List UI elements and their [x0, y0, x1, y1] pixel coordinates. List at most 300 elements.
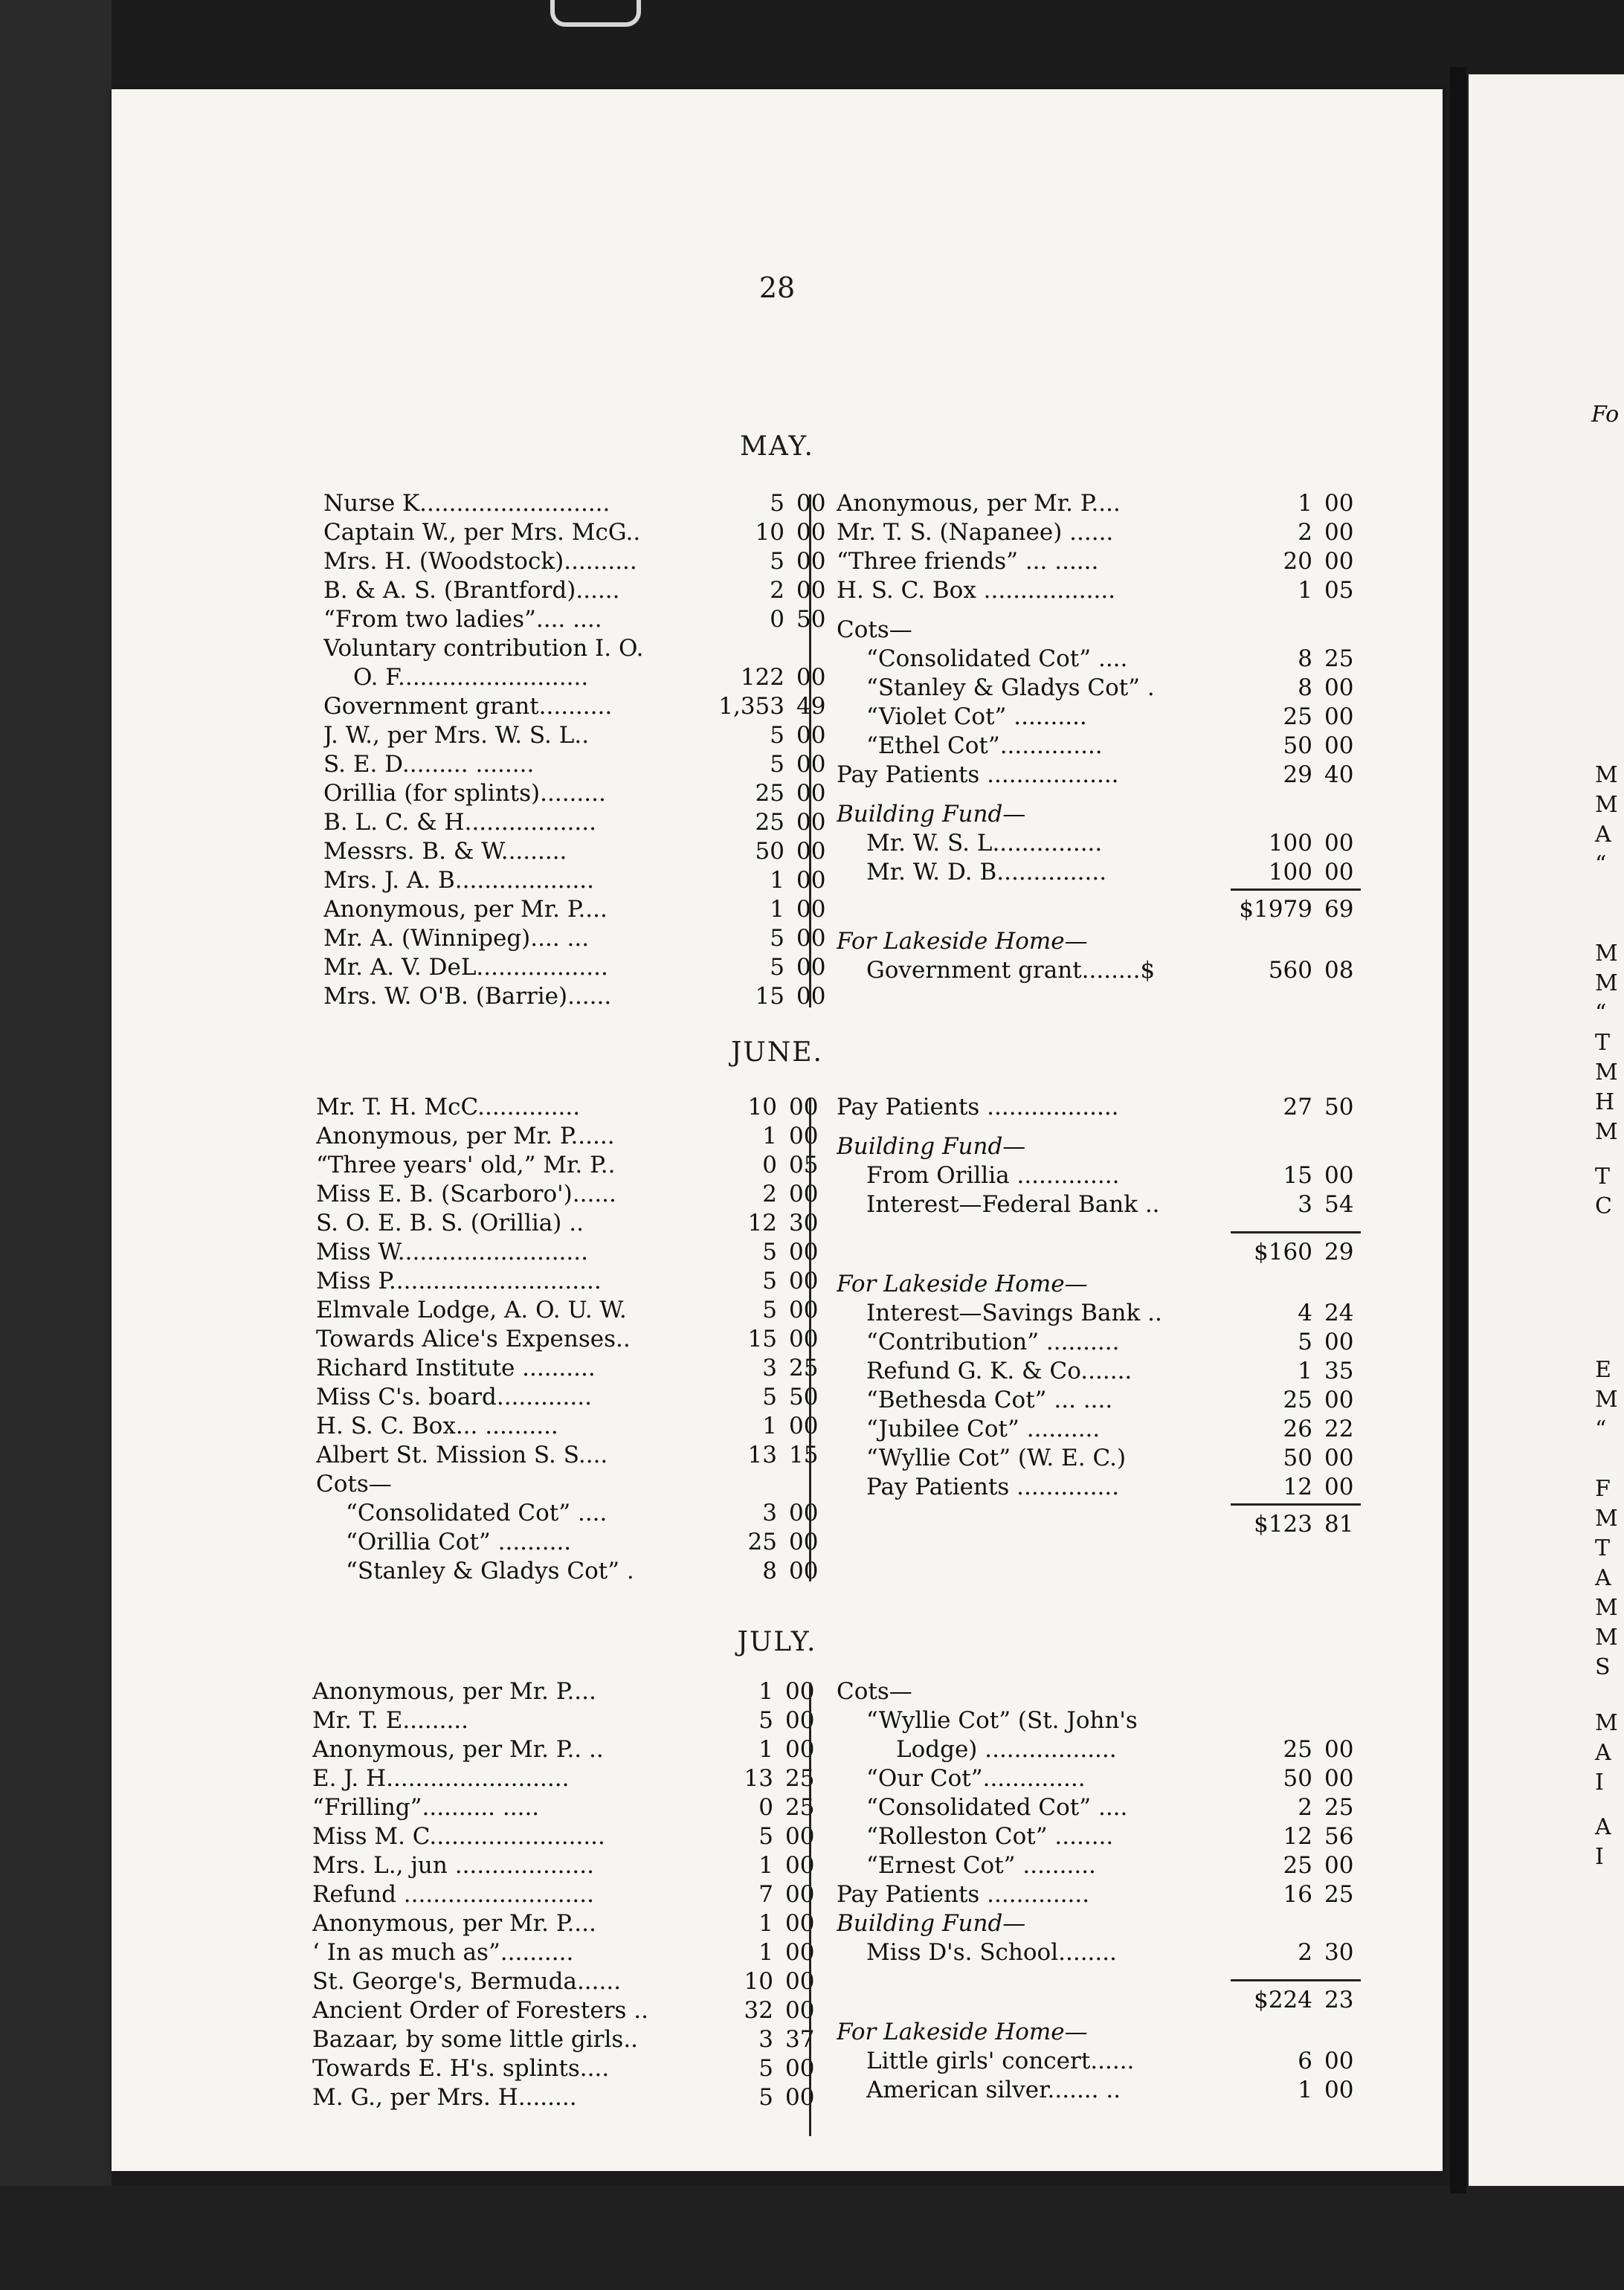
rule-line: [1231, 1503, 1361, 1506]
ledger-row: [312, 2083, 907, 2112]
entry-label: Towards E. H's. splints....: [312, 2055, 610, 2082]
entry-label: “Consolidated Cot” ....: [866, 1794, 1128, 1821]
amount-dollars: 5: [758, 1823, 773, 1850]
total-dollars: $1979: [1239, 896, 1312, 923]
section-title-june: JUNE.: [731, 1037, 823, 1068]
amount-cents: 00: [796, 896, 826, 923]
entry-label: Lodge) ..................: [896, 1736, 1117, 1763]
ledger-row: [312, 1938, 907, 1967]
fragment-letter: T: [1595, 1164, 1611, 1190]
entry-label: American silver....... ..: [866, 2077, 1121, 2103]
spacer: [837, 1122, 1424, 1132]
ledger-row: [312, 1967, 907, 1996]
amount-dollars: 50: [755, 838, 784, 865]
column-divider: [809, 1683, 811, 2136]
ledger-row: [837, 1190, 1424, 1219]
total-row: [837, 1982, 1424, 2018]
amount-cents: 22: [1324, 1416, 1354, 1442]
amount-dollars: 1: [758, 1736, 773, 1763]
entry-label: Pay Patients ..............: [837, 1881, 1090, 1908]
amount-cents: 00: [785, 1736, 815, 1763]
entry-label: Mrs. J. A. B...................: [323, 867, 595, 894]
entry-label: M. G., per Mrs. H........: [312, 2084, 577, 2111]
entry-label: E. J. H.........................: [312, 1765, 570, 1792]
amount-cents: 00: [789, 1181, 819, 1207]
ledger-row: [837, 703, 1424, 732]
amount-cents: 00: [789, 1529, 819, 1555]
entry-label: Towards Alice's Expenses..: [316, 1326, 631, 1352]
total-dollars: $224: [1254, 1987, 1312, 2013]
amount-cents: 25: [789, 1355, 819, 1381]
ledger-row: [837, 1793, 1424, 1822]
amount-cents: 00: [1324, 1852, 1354, 1879]
ledger-row: [837, 1328, 1424, 1357]
entry-label: Miss E. B. (Scarboro')......: [316, 1181, 616, 1207]
entry-label: Mr. W. D. B...............: [866, 859, 1107, 886]
scan-background-bottom: [0, 2186, 1624, 2290]
section-title-july: JULY.: [737, 1627, 817, 1657]
amount-cents: 00: [796, 954, 826, 981]
ledger-row: [316, 1209, 911, 1238]
entry-label: ‘ In as much as”..........: [312, 1939, 574, 1966]
amount-dollars: 8: [1298, 674, 1312, 701]
section-header: Building Fund—: [837, 801, 1026, 828]
amount-dollars: 32: [744, 1997, 773, 2024]
entry-label: “Consolidated Cot” ....: [866, 645, 1128, 672]
ledger-row: [312, 1822, 907, 1851]
ledger-row: [323, 895, 918, 924]
ledger-row: [837, 576, 1424, 605]
amount-cents: 00: [1324, 2048, 1354, 2074]
entry-label: Miss W..........................: [316, 1239, 588, 1265]
ledger-row: [316, 1238, 911, 1267]
amount-dollars: 0: [762, 1152, 777, 1178]
amount-cents: 00: [1324, 1474, 1354, 1500]
entry-label: J. W., per Mrs. W. S. L..: [323, 722, 590, 749]
amount-cents: 00: [1324, 548, 1354, 575]
ledger-row: [837, 829, 1424, 858]
ledger-row: [312, 1909, 907, 1938]
ledger-row: [323, 924, 918, 953]
column-divider: [809, 1098, 811, 1581]
entry-label: “Three friends” ... ......: [837, 548, 1099, 575]
total-row: [837, 1234, 1424, 1270]
entry-label: Pay Patients ..................: [837, 761, 1119, 788]
entry-label: Miss P.............................: [316, 1268, 602, 1294]
amount-cents: 25: [1324, 645, 1354, 672]
section-title-may: MAY.: [740, 431, 814, 462]
ledger-row: [837, 956, 1424, 985]
total-row: [837, 891, 1424, 927]
amount-cents: 00: [796, 838, 826, 865]
amount-dollars: 5: [770, 722, 784, 749]
ledger-row: [323, 692, 918, 721]
amount-cents: 00: [1324, 1736, 1354, 1763]
amount-dollars: 2: [762, 1181, 777, 1207]
entry-label: Miss M. C........................: [312, 1823, 605, 1850]
amount-dollars: 16: [1283, 1881, 1312, 1908]
ledger-row: [312, 2054, 907, 2083]
ledger-row: [837, 1444, 1424, 1473]
section-header-row: [837, 1909, 1424, 1938]
amount-cents: 00: [1324, 519, 1354, 546]
amount-dollars: 5: [762, 1384, 777, 1410]
amount-cents: 23: [1324, 1987, 1354, 2013]
amount-cents: 00: [1324, 703, 1354, 730]
fragment-letter: “: [1595, 1416, 1607, 1442]
ledger-row: [323, 721, 918, 750]
fragment-letter: S: [1595, 1654, 1611, 1680]
amount-cents: 00: [796, 577, 826, 604]
page-number: 28: [758, 271, 796, 304]
amount-dollars: 25: [1283, 1387, 1312, 1413]
ledger-row: [312, 1677, 907, 1706]
ledger-row: [312, 2025, 907, 2054]
entry-label: “Violet Cot” ..........: [866, 703, 1087, 730]
entry-label: “Ethel Cot”..............: [866, 732, 1103, 759]
ledger-row: [837, 1357, 1424, 1386]
amount-cents: 00: [796, 490, 826, 517]
entry-label: Mrs. H. (Woodstock)..........: [323, 548, 637, 575]
entry-label: “From two ladies”.... ....: [323, 606, 602, 633]
amount-cents: 00: [785, 1852, 815, 1879]
column-divider: [809, 494, 811, 1007]
amount-cents: 00: [796, 925, 826, 952]
amount-dollars: 8: [762, 1558, 777, 1584]
amount-cents: 00: [785, 1939, 815, 1966]
ledger-row: [312, 1764, 907, 1793]
amount-dollars: 5: [770, 925, 784, 952]
amount-cents: 50: [789, 1384, 819, 1410]
fragment-letter: M: [1595, 1119, 1618, 1145]
fragment-letter: I: [1595, 1770, 1604, 1796]
fragment-letter: F: [1595, 1476, 1611, 1502]
may-left-column: [323, 489, 918, 1011]
total-dollars: $123: [1254, 1511, 1312, 1538]
amount-dollars: 5: [758, 2084, 773, 2111]
amount-dollars: 3: [762, 1500, 777, 1526]
amount-dollars: 5: [1298, 1329, 1312, 1355]
fragment-letter: I: [1595, 1844, 1604, 1870]
amount-dollars: 50: [1283, 1765, 1312, 1792]
entry-label: Miss D's. School........: [866, 1939, 1117, 1966]
entry-label: S. O. E. B. S. (Orillia) ..: [316, 1210, 584, 1236]
amount-cents: 00: [796, 722, 826, 749]
entry-label: Mr. A. (Winnipeg).... ...: [323, 925, 590, 952]
scan-background-left: [0, 0, 112, 2290]
section-header-row: [837, 1270, 1424, 1299]
amount-cents: 24: [1324, 1300, 1354, 1326]
ledger-row: [837, 547, 1424, 576]
amount-dollars: 13: [744, 1765, 773, 1792]
amount-cents: 56: [1324, 1823, 1354, 1850]
rule-line: [1231, 1231, 1361, 1233]
amount-cents: 00: [796, 548, 826, 575]
ledger-row: [837, 2076, 1424, 2105]
amount-dollars: 6: [1298, 2048, 1312, 2074]
amount-dollars: 25: [747, 1529, 777, 1555]
amount-cents: 00: [789, 1326, 819, 1352]
amount-dollars: 1: [762, 1123, 777, 1149]
amount-cents: 00: [789, 1123, 819, 1149]
entry-label: “Ernest Cot” ..........: [866, 1852, 1096, 1879]
amount-cents: 35: [1324, 1358, 1354, 1384]
spacer: [837, 1967, 1424, 1978]
amount-cents: 00: [796, 809, 826, 836]
fragment-letter: Fo: [1591, 401, 1620, 428]
amount-cents: 00: [796, 780, 826, 807]
amount-dollars: 25: [1283, 1852, 1312, 1879]
amount-dollars: 1: [1298, 490, 1312, 517]
amount-dollars: 25: [755, 809, 784, 836]
fragment-letter: C: [1595, 1193, 1612, 1219]
amount-cents: 00: [789, 1500, 819, 1526]
amount-dollars: 5: [770, 954, 784, 981]
amount-dollars: 1: [770, 896, 784, 923]
fragment-letter: M: [1595, 1059, 1618, 1086]
amount-dollars: 5: [770, 490, 784, 517]
july-left-column: [312, 1677, 907, 2112]
entry-label: Government grant..........: [323, 693, 613, 720]
amount-cents: 00: [785, 1881, 815, 1908]
amount-dollars: 29: [1283, 761, 1312, 788]
amount-cents: 00: [1324, 1162, 1354, 1189]
ledger-row: [312, 1793, 907, 1822]
amount-cents: 30: [789, 1210, 819, 1236]
amount-dollars: 12: [1283, 1823, 1312, 1850]
amount-dollars: 1: [1298, 577, 1312, 604]
entry-label: Captain W., per Mrs. McG..: [323, 519, 641, 546]
amount-cents: 00: [785, 1707, 815, 1734]
entry-label: Anonymous, per Mr. P.. ..: [312, 1736, 604, 1763]
ledger-row: [323, 750, 918, 779]
ledger-row: [837, 1415, 1424, 1444]
entry-label: Little girls' concert......: [866, 2048, 1135, 2074]
entry-label: B. L. C. & H..................: [323, 809, 596, 836]
amount-dollars: 2: [1298, 1939, 1312, 1966]
entry-label: “Contribution” ..........: [866, 1329, 1120, 1355]
entry-label: Refund ..........................: [312, 1881, 594, 1908]
entry-label: Mr. A. V. DeL..................: [323, 954, 608, 981]
section-header-row: [837, 2018, 1424, 2047]
amount-dollars: 2: [1298, 1794, 1312, 1821]
ledger-row: [837, 2047, 1424, 2076]
entry-label: Anonymous, per Mr. P....: [312, 1910, 596, 1937]
amount-cents: 00: [1324, 490, 1354, 517]
ledger-row: [323, 663, 918, 692]
rule-line: [1231, 1979, 1361, 1981]
amount-cents: 00: [1324, 830, 1354, 857]
amount-dollars: 7: [758, 1881, 773, 1908]
amount-cents: 00: [785, 1678, 815, 1705]
ledger-row: [312, 1735, 907, 1764]
amount-cents: 81: [1324, 1511, 1354, 1538]
amount-dollars: 5: [762, 1239, 777, 1265]
amount-dollars: 1,353: [718, 693, 784, 720]
amount-cents: 00: [1324, 1445, 1354, 1471]
amount-cents: 00: [796, 751, 826, 778]
amount-cents: 00: [789, 1094, 819, 1120]
fragment-letter: A: [1595, 822, 1611, 848]
entry-label: Ancient Order of Foresters ..: [312, 1997, 648, 2024]
ledger-row: [837, 1764, 1424, 1793]
amount-dollars: 5: [758, 1707, 773, 1734]
ledger-row: [837, 732, 1424, 761]
amount-dollars: 8: [1298, 645, 1312, 672]
total-dollars: $160: [1254, 1239, 1312, 1265]
amount-dollars: 26: [1283, 1416, 1312, 1442]
entry-label: Cots—: [837, 616, 912, 643]
amount-cents: 05: [789, 1152, 819, 1178]
fragment-letter: T: [1595, 1535, 1611, 1561]
section-header: Building Fund—: [837, 1133, 1026, 1160]
amount-cents: 00: [785, 2055, 815, 2082]
amount-cents: 00: [796, 983, 826, 1010]
entry-label: Mrs. L., jun ...................: [312, 1852, 594, 1879]
amount-cents: 00: [796, 664, 826, 691]
fragment-letter: T: [1595, 1030, 1611, 1056]
amount-cents: 00: [785, 2084, 815, 2111]
amount-dollars: 5: [762, 1268, 777, 1294]
amount-dollars: 1: [1298, 2077, 1312, 2103]
amount-cents: 05: [1324, 577, 1354, 604]
entry-label: Miss C's. board.............: [316, 1384, 592, 1410]
ledger-row: [837, 645, 1424, 674]
entry-label: Mr. T. E.........: [312, 1707, 469, 1734]
section-header: For Lakeside Home—: [837, 2019, 1088, 2045]
amount-cents: 08: [1324, 957, 1354, 984]
entry-label: Cots—: [316, 1471, 392, 1497]
section-header-row: [837, 800, 1424, 829]
entry-label: Mr. T. H. McC..............: [316, 1094, 581, 1120]
amount-cents: 29: [1324, 1239, 1354, 1265]
ledger-row: [316, 1470, 911, 1499]
amount-cents: 00: [785, 1997, 815, 2024]
ledger-row: [837, 1706, 1424, 1735]
entry-label: Mr. W. S. L...............: [866, 830, 1103, 857]
entry-label: Refund G. K. & Co.......: [866, 1358, 1132, 1384]
ledger-row: [323, 837, 918, 866]
entry-label: Interest—Savings Bank ..: [866, 1300, 1162, 1326]
ledger-row: [316, 1180, 911, 1209]
entry-label: “Rolleston Cot” ........: [866, 1823, 1114, 1850]
amount-dollars: 15: [1283, 1162, 1312, 1189]
entry-label: Pay Patients ..............: [866, 1474, 1120, 1500]
amount-dollars: 25: [1283, 1736, 1312, 1763]
amount-dollars: 25: [755, 780, 784, 807]
ledger-row: [837, 858, 1424, 887]
amount-cents: 00: [1324, 1387, 1354, 1413]
amount-cents: 00: [1324, 1329, 1354, 1355]
entry-label: Nurse K..........................: [323, 490, 610, 517]
section-header-row: [837, 927, 1424, 956]
amount-cents: 37: [785, 2026, 815, 2053]
ledger-row: [323, 982, 918, 1011]
spacer: [837, 1219, 1424, 1230]
entry-label: B. & A. S. (Brantford)......: [323, 577, 620, 604]
entry-label: “Orillia Cot” ..........: [346, 1529, 572, 1555]
amount-cents: 00: [1324, 674, 1354, 701]
fragment-letter: M: [1595, 1595, 1618, 1621]
entry-label: “Our Cot”..............: [866, 1765, 1086, 1792]
entry-label: Anonymous, per Mr. P....: [837, 490, 1121, 517]
amount-cents: 00: [1324, 859, 1354, 886]
amount-dollars: 15: [755, 983, 784, 1010]
amount-dollars: 10: [744, 1968, 773, 1995]
entry-label: Interest—Federal Bank ..: [866, 1191, 1160, 1218]
ledger-row: [316, 1441, 911, 1470]
amount-dollars: 50: [1283, 1445, 1312, 1471]
ledger-row: [837, 674, 1424, 703]
entry-label: S. E. D......... ........: [323, 751, 535, 778]
amount-dollars: 0: [758, 1794, 773, 1821]
amount-cents: 00: [789, 1297, 819, 1323]
fragment-letter: “: [1595, 851, 1607, 877]
amount-dollars: 3: [762, 1355, 777, 1381]
amount-dollars: 2: [770, 577, 784, 604]
entry-label: Orillia (for splints).........: [323, 780, 606, 807]
amount-dollars: 100: [1268, 859, 1312, 886]
ledger-row: [323, 576, 918, 605]
ledger-row: [323, 518, 918, 547]
june-left-column: [316, 1093, 911, 1586]
section-header: For Lakeside Home—: [837, 1271, 1088, 1297]
ledger-row: [316, 1383, 911, 1412]
amount-cents: 00: [796, 867, 826, 894]
ledger-row: [323, 866, 918, 895]
ledger-row: [323, 953, 918, 982]
amount-cents: 00: [785, 1968, 815, 1995]
ledger-row: [312, 1996, 907, 2025]
amount-cents: 00: [1324, 1765, 1354, 1792]
amount-cents: 25: [785, 1765, 815, 1792]
ledger-row: [837, 1299, 1424, 1328]
amount-dollars: 1: [758, 1939, 773, 1966]
ledger-row: [837, 518, 1424, 547]
entry-label: “Frilling”.......... .....: [312, 1794, 540, 1821]
fragment-letter: M: [1595, 1710, 1618, 1736]
entry-label: “Wyllie Cot” (W. E. C.): [866, 1445, 1127, 1471]
amount-cents: 00: [785, 1910, 815, 1937]
fragment-letter: M: [1595, 1387, 1618, 1413]
amount-cents: 25: [1324, 1794, 1354, 1821]
amount-cents: 25: [1324, 1881, 1354, 1908]
entry-label: Messrs. B. & W.........: [323, 838, 567, 865]
ledger-row: [837, 761, 1424, 790]
ledger-row: [316, 1557, 911, 1586]
total-row: [837, 1506, 1424, 1542]
rule-line: [1231, 888, 1361, 891]
ledger-row: [837, 1938, 1424, 1967]
ledger-row: [316, 1412, 911, 1441]
entry-label: “Stanley & Gladys Cot” .: [866, 674, 1155, 701]
entry-label: “Wyllie Cot” (St. John's: [866, 1707, 1138, 1734]
ledger-row: [316, 1354, 911, 1383]
ledger-row: [837, 1822, 1424, 1851]
fragment-letter: M: [1595, 1625, 1618, 1651]
fragment-letter: M: [1595, 941, 1618, 967]
entry-label: Albert St. Mission S. S....: [316, 1442, 608, 1468]
ledger-row: [316, 1528, 911, 1557]
entry-label: H. S. C. Box ..................: [837, 577, 1116, 604]
amount-dollars: 5: [770, 548, 784, 575]
amount-dollars: 20: [1283, 548, 1312, 575]
amount-cents: 50: [796, 606, 826, 633]
amount-dollars: 3: [1298, 1191, 1312, 1218]
entry-label: Elmvale Lodge, A. O. U. W.: [316, 1297, 627, 1323]
ledger-row: [837, 1735, 1424, 1764]
amount-cents: 00: [1324, 2077, 1354, 2103]
